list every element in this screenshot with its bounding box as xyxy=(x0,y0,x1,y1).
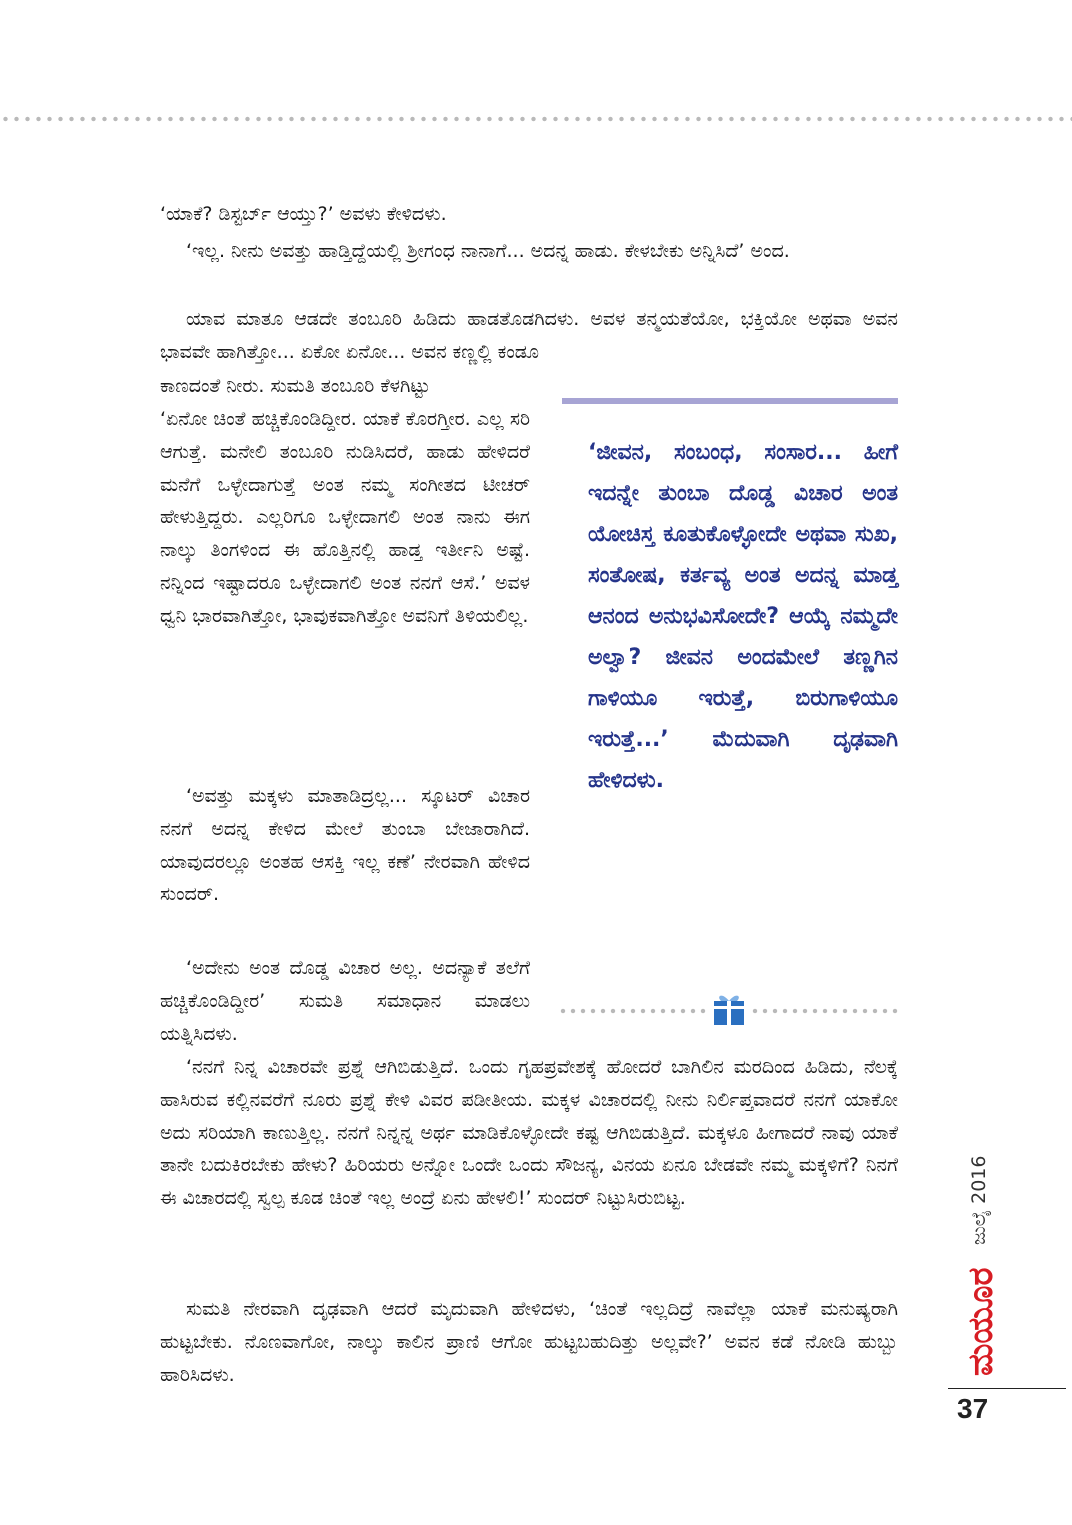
pull-quote-rule xyxy=(562,398,898,404)
page-number: 37 xyxy=(957,1393,989,1424)
paragraph-5: ‘ಅವತ್ತು ಮಕ್ಕಳು ಮಾತಾಡಿದ್ರಲ್ಲ... ಸ್ಕೂಟರ್ ವಿಚಾರ ನನಗೆ ಅದನ್ನ ಕೇಳಿದ ಮೇಲೆ ತುಂಬಾ ಬೇಜಾರಾಗಿದೆ. ಯಾವುದರಲ್ಲೂ ಅಂತಹ ಆಸಕ್ತಿ ಇಲ್ಲ ಕಣೆ’ ನೇರವಾಗಿ ಹೇಳಿದ ಸುಂದರ್. xyxy=(160,785,530,906)
paragraph-7: ‘ನನಗೆ ನಿನ್ನ ವಿಚಾರವೇ ಪ್ರಶ್ನೆ ಆಗಿಬಿಡುತ್ತಿದೆ. ಒಂದು ಗೃಹಪ್ರವೇಶಕ್ಕೆ ಹೋದರೆ ಬಾಗಿಲಿನ ಮರದಿಂದ ಹಿಡಿದು, ನೆಲಕ್ಕೆ ಹಾಸಿರುವ ಕಲ್ಲಿನವರೆಗೆ ನೂರು ಪ್ರಶ್ನೆ ಕೇಳಿ ವಿವರ ಪಡೀತೀಯ. ಮಕ್ಕಳ ವಿಚಾರದಲ್ಲಿ ನೀನು ನಿರ್ಲಿಪ್ತವಾದರೆ ನನಗೆ ಯಾಕೋ ಅದು ಸರಿಯಾಗಿ ಕಾಣುತ್ತಿಲ್ಲ. ನನಗೆ ನಿನ್ನನ್ನ ಅರ್ಥ ಮಾಡಿಕೊಳ್ಳೋದೇ ಕಷ್ಟ ಆಗಿಬಿಡುತ್ತಿದೆ. ಮಕ್ಕಳೂ ಹೀಗಾದರೆ ನಾವು ಯಾಕೆ ತಾನೇ ಬದುಕಿರಬೇಕು ಹೇಳು? ಹಿರಿಯರು ಅನ್ನೋ ಒಂದೇ ಒಂದು ಸೌಜನ್ಯ, ವಿನಯ ಏನೂ ಬೇಡವೇ ನಮ್ಮ ಮಕ್ಕಳಿಗೆ? ನಿನಗೆ ಈ ವಿಚಾರದಲ್ಲಿ ಸ್ವಲ್ಪ ಕೂಡ ಚಿಂತೆ ಇಲ್ಲ ಅಂದ್ರೆ ಏನು ಹೇಳಲಿ!’ ಸುಂದರ್ ನಿಟ್ಟುಸಿರುಬಿಟ್ಟ. xyxy=(160,1056,898,1210)
paragraph-2: ‘ಇಲ್ಲ. ನೀನು ಅವತ್ತು ಹಾಡ್ತಿದ್ದೆಯಲ್ಲಿ ಶ್ರೀಗಂಧ ನಾನಾಗೆ... ಅದನ್ನ ಹಾಡು. ಕೇಳಬೇಕು ಅನ್ನಿಸಿದೆ’ ಅಂದ. xyxy=(186,240,790,262)
paragraph-3: ಯಾವ ಮಾತೂ ಆಡದೇ ತಂಬೂರಿ ಹಿಡಿದು ಹಾಡತೊಡಗಿದಳು. ಅವಳ ತನ್ಮಯತೆಯೋ, ಭಕ್ತಿಯೋ ಅಥವಾ ಅವನ ಭಾವವೇ ಹಾಗಿತ್ತೋ... ಏಕೋ ಏನೋ... ಅವನ ಕಣ್ಣಲ್ಲಿ ಕಂಡೂ xyxy=(160,308,898,363)
paragraph-1: ‘ಯಾಕೆ? ಡಿಸ್ಟರ್ಬ್ ಆಯ್ತು?’ ಅವಳು ಕೇಳಿದಳು. xyxy=(160,203,447,225)
paragraph-6: ‘ಅದೇನು ಅಂತ ದೊಡ್ಡ ವಿಚಾರ ಅಲ್ಲ. ಅದನ್ಯಾಕೆ ತಲೆಗೆ ಹಚ್ಚಿಕೊಂಡಿದ್ದೀರ’ ಸುಮತಿ ಸಮಾಧಾನ ಮಾಡಲು ಯತ್ನಿಸಿದಳು. xyxy=(160,957,530,1045)
paragraph-4: ‘ಏನೋ ಚಿಂತೆ ಹಚ್ಚಿಕೊಂಡಿದ್ದೀರ. ಯಾಕೆ ಕೊರಗ್ತೀರ. ಎಲ್ಲ ಸರಿ ಆಗುತ್ತೆ. ಮನೇಲಿ ತಂಬೂರಿ ನುಡಿಸಿದರೆ, ಹಾಡು ಹೇಳಿದರೆ ಮನೆಗೆ ಒಳ್ಳೇದಾಗುತ್ತೆ ಅಂತ ನಮ್ಮ ಸಂಗೀತದ ಟೀಚರ್ ಹೇಳುತ್ತಿದ್ದರು. ಎಲ್ಲರಿಗೂ ಒಳ್ಳೇದಾಗಲಿ ಅಂತ ನಾನು ಈಗ ನಾಲ್ಕು ತಿಂಗಳಿಂದ ಈ ಹೊತ್ತಿನಲ್ಲಿ ಹಾಡ್ತ ಇರ್ತೀನಿ ಅಷ್ಟೆ. ನನ್ನಿಂದ ಇಷ್ಟಾದರೂ ಒಳ್ಳೇದಾಗಲಿ ಅಂತ ನನಗೆ ಆಸೆ.’ ಅವಳ ಧ್ವನಿ ಭಾರವಾಗಿತ್ತೋ, ಭಾವುಕವಾಗಿತ್ತೋ ಅವನಿಗೆ ತಿಳಿಯಲಿಲ್ಲ. xyxy=(160,408,530,627)
sidebar-masthead xyxy=(958,1130,1002,1380)
paragraph-3-continued: ಕಾಣದಂತೆ ನೀರು. ಸುಮತಿ ತಂಬೂರಿ ಕೆಳಗಿಟ್ಟು xyxy=(160,375,431,397)
gift-icon xyxy=(712,992,746,1026)
magazine-logo: ಮಯೂರ xyxy=(961,1267,1001,1376)
pull-quote: ‘ಜೀವನ, ಸಂಬಂಧ, ಸಂಸಾರ... ಹೀಗೆ ಇದನ್ನೇ ತುಂಬಾ ದೊಡ್ಡ ವಿಚಾರ ಅಂತ ಯೋಚಿಸ್ತ ಕೂತುಕೊಳ್ಳೋದೇ ಅಥವಾ ಸುಖ, ಸಂತೋಷ, ಕರ್ತವ್ಯ ಅಂತ ಅದನ್ನ ಮಾಡ್ತ ಆನಂದ ಅನುಭವಿಸೋದೇ? ಆಯ್ಕೆ ನಮ್ಮದೇ ಅಲ್ವಾ? ಜೀವನ ಅಂದಮೇಲೆ ತಣ್ಣಗಿನ ಗಾಳಿಯೂ ಇರುತ್ತೆ, ಬಿರುಗಾಳಿಯೂ ಇರುತ್ತೆ...’ ಮೆದುವಾಗಿ ದೃಢವಾಗಿ ಹೇಳಿದಳು. xyxy=(588,440,898,793)
page-number-rule xyxy=(948,1388,1066,1389)
pull-quote-dotted-divider-right xyxy=(750,1008,900,1014)
issue-date: ಜುಲೈ 2016 xyxy=(968,1155,990,1245)
paragraph-8: ಸುಮತಿ ನೇರವಾಗಿ ದೃಢವಾಗಿ ಆದರೆ ಮೃದುವಾಗಿ ಹೇಳಿದಳು, ‘ಚಿಂತೆ ಇಲ್ಲದಿದ್ರೆ ನಾವೆಲ್ಲಾ ಯಾಕೆ ಮನುಷ್ಯರಾಗಿ ಹುಟ್ಟಬೇಕು. ನೊಣವಾಗೋ, ನಾಲ್ಕು ಕಾಲಿನ ಪ್ರಾಣಿ ಆಗೋ ಹುಟ್ಟಬಹುದಿತ್ತು ಅಲ್ಲವೇ?’ ಅವನ ಕಡೆ ನೋಡಿ ಹುಬ್ಬು ಹಾರಿಸಿದಳು. xyxy=(160,1298,898,1386)
pull-quote-dotted-divider-left xyxy=(558,1008,708,1014)
top-dotted-divider xyxy=(0,116,1072,122)
